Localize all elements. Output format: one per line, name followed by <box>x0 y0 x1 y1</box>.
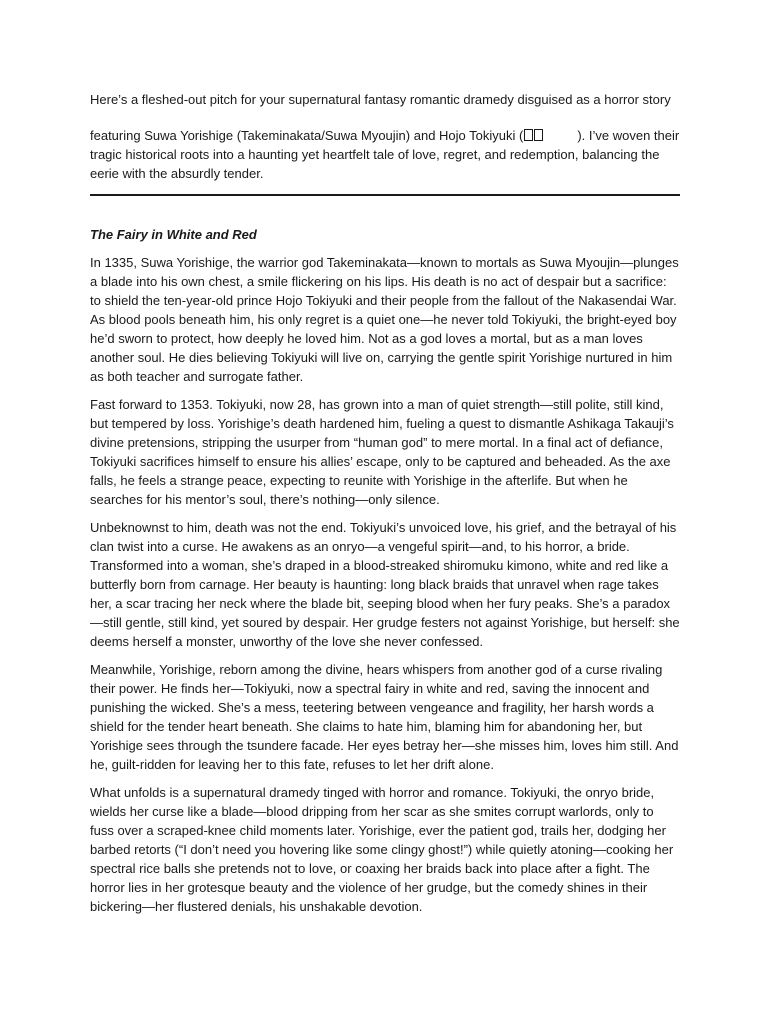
missing-glyph-icon <box>524 127 546 139</box>
document-page <box>90 90 680 916</box>
intro-line-2-after: ). I’ve woven their tragic historical roots into a haunting yet heartfelt tale of love, regret, and redemption, balancing the eerie with the absurdly tender. <box>90 128 680 181</box>
story-paragraph-3: Unbeknownst to him, death was not the end. Tokiyuki’s unvoiced love, his grief, and the betrayal of his clan twist into a curse. He awakens as an onryo—a vengeful spirit—and, to his horror, a bride. Transformed into a woman, she’s draped in a blood-streaked shiromuku kimono, white and red like a butterfly born from carnage. Her beauty is haunting: long black braids that unravel when rage takes her, a scar tracing her neck where the blade bit, seeping blood when her fury peaks. She’s a paradox—still gentle, still kind, yet soured by despair. Her grudge festers not against Yorishige, but herself: she deems herself a monster, unworthy of the love she never confessed. <box>90 520 680 649</box>
section-divider <box>90 194 680 196</box>
intro-line-2-before: featuring Suwa Yorishige (Takeminakata/Suwa Myoujin) and Hojo Tokiyuki ( <box>90 128 524 143</box>
story-paragraph-2: Fast forward to 1353. Tokiyuki, now 28, has grown into a man of quiet strength—still polite, still kind, but tempered by loss. Yorishige’s death hardened him, fueling a quest to dismantle Ashikaga Takauji’s divine pretensions, stripping the usurper from “human god” to mere mortal. In a final act of defiance, Tokiyuki sacrifices himself to ensure his allies’ escape, only to be captured and beheaded. As the axe falls, he feels a strange peace, expecting to reunite with Yorishige in the afterlife. But when he searches for his mentor’s soul, there’s nothing—only silence. <box>90 397 674 507</box>
story-paragraph-1: In 1335, Suwa Yorishige, the warrior god Takeminakata—known to mortals as Suwa Myoujin—plunges a blade into his own chest, a smile flickering on his lips. His death is no act of despair but a sacrifice: to shield the ten-year-old prince Hojo Tokiyuki and their people from the fallout of the Nakasendai War. As blood pools beneath him, his only regret is a quiet one—he never told Tokiyuki, the bright-eyed boy he’d sworn to protect, how deeply he loved him. Not as a god loves a mortal, but as a man loves another soul. He dies believing Tokiyuki will live on, carrying the gentle spirit Yorishige nurtured in him as both teacher and surrogate father. <box>90 255 679 384</box>
intro-line-2 <box>90 126 680 183</box>
story-paragraph-5: What unfolds is a supernatural dramedy tinged with horror and romance. Tokiyuki, the onryo bride, wields her curse like a blade—blood dripping from her scar as she smites corrupt warlords, only to fuss over a scraped-knee child moments later. Yorishige, ever the patient god, trails her, dodging her barbed retorts (“I don’t need you hovering like some clingy ghost!”) while quietly atoning—cooking her spectral rice balls she pretends not to love, or coaxing her braids back into place after a fight. The horror lies in her grotesque beauty and the violence of her grudge, but the comedy shines in their bickering—her flustered denials, his unshakable devotion. <box>90 785 674 914</box>
intro-line-1: Here’s a fleshed-out pitch for your supernatural fantasy romantic dramedy disguised as a horror story <box>90 92 671 107</box>
story-paragraph-4: Meanwhile, Yorishige, reborn among the divine, hears whispers from another god of a curse rivaling their power. He finds her—Tokiyuki, now a spectral fairy in white and red, saving the innocent and punishing the wicked. She’s a mess, teetering between vengeance and fragility, her harsh words a shield for the tender heart beneath. She claims to hate him, blaming him for abandoning her, but Yorishige sees through the tsundere facade. Her eyes betray her—she misses him, loves him still. And he, guilt-ridden for leaving her to this fate, refuses to let her drift alone. <box>90 662 679 772</box>
story-title: The Fairy in White and Red <box>90 227 257 242</box>
